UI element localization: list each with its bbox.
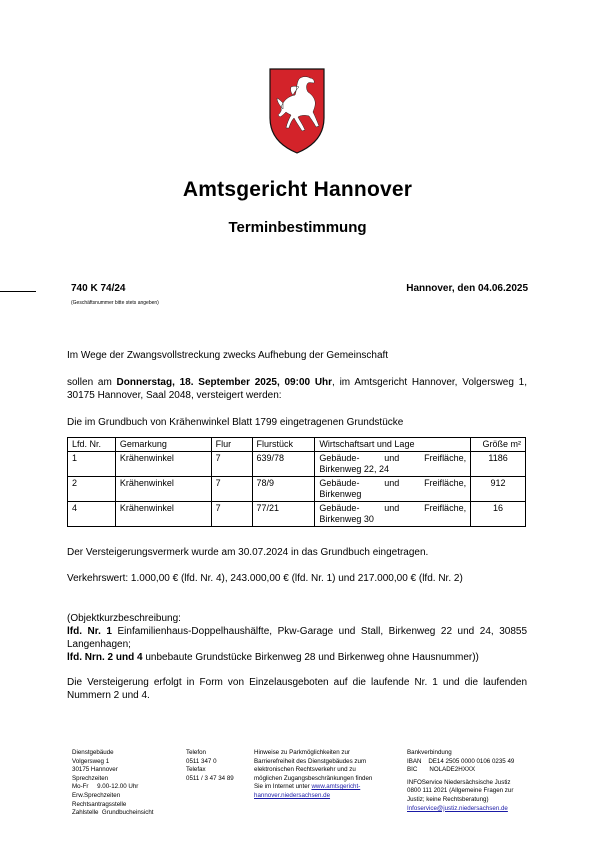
objekt-bold-2: lfd. Nrn. 2 und 4 (67, 652, 143, 663)
cell-groesse: 1186 (471, 452, 526, 477)
header-gemarkung: Gemarkung (115, 438, 211, 452)
cell-groesse: 16 (471, 502, 526, 527)
table-row (68, 452, 526, 477)
court-website-link-cont[interactable]: hannover.niedersachsen.de (254, 791, 331, 799)
footer-line: Telefon (186, 749, 206, 756)
fold-mark (0, 291, 36, 292)
lower-saxony-horse-crest-icon (269, 68, 325, 154)
objekt-head: (Objektkurzbeschreibung: (67, 613, 181, 624)
cell-gemarkung: Krähenwinkel (115, 502, 211, 527)
header-wirtschaftsart: Wirtschaftsart und Lage (315, 438, 471, 452)
intro-text: Im Wege der Zwangsvollstreckung zwecks Aufhebung der Gemeinschaft (67, 350, 389, 361)
cell-lage: Birkenweg 22, 24 (319, 464, 389, 474)
file-number-note: (Geschäftsnummer bitte stets angeben) (71, 300, 159, 306)
place-date: Hannover, den 04.06.2025 (406, 283, 528, 294)
footer-line: INFOService Niedersächsische Justiz (407, 778, 511, 786)
footer-line: IBAN DE14 2505 0000 0106 0235 49 (407, 757, 515, 765)
objekt-description (67, 612, 527, 664)
footer-line: Zahlstelle Grundbucheinsicht (72, 809, 154, 817)
cell-wirtschaftsart (315, 452, 471, 477)
footer-line: Sprechzeiten (72, 774, 109, 782)
cell-wirtschaftsart (315, 477, 471, 502)
footer-line: 0511 347 0 (186, 757, 217, 765)
file-number: 740 K 74/24 (71, 283, 126, 294)
date-post-text: , im Amtsgericht Hannover, Volgersweg 1, 30175 Hannover, Saal 2048, versteigert werden: (67, 377, 528, 401)
cell-gemarkung: Krähenwinkel (115, 477, 211, 502)
cell-nr: 2 (68, 477, 116, 502)
cell-groesse: 912 (471, 477, 526, 502)
table-row (68, 502, 526, 527)
document-title: Terminbestimmung (228, 219, 367, 236)
court-website-link[interactable]: www.amtsgericht- (311, 783, 361, 791)
art-word: Gebäude- (319, 453, 360, 463)
art-word: und (384, 478, 400, 488)
footer-line: Hinweise zu Parkmöglichkeiten zur (254, 749, 350, 756)
footer-phone (186, 749, 250, 783)
table-row (68, 477, 526, 502)
art-word: und (384, 503, 400, 513)
cell-lage: Birkenweg 30 (319, 514, 374, 524)
footer-line: 0800 111 2021 (Allgemeine Fragen zur (407, 787, 514, 795)
cell-flurstueck: 78/9 (252, 477, 315, 502)
objekt-text-1: Einfamilienhaus-Doppelhaushälfte, Pkw-Garage und Stall, Birkenweg 22 und 24, 30855 Langenhagen; (67, 626, 528, 650)
objekt-text-2: unbebaute Grundstücke Birkenweg 28 und Birkenweg ohne Hausnummer)) (142, 652, 479, 663)
infoservice-email-link[interactable]: Infoservice@justiz.niedersachsen.de (407, 804, 508, 812)
cell-nr: 1 (68, 452, 116, 477)
footer-line: 30175 Hannover (72, 766, 118, 774)
footer-line: Mo-Fr 9.00-12.00 Uhr (72, 783, 139, 791)
footer-line: Sie im Internet unter (254, 783, 312, 791)
footer-line: elektronischen Rechtsverkehr und zu (254, 766, 356, 774)
cell-flurstueck: 639/78 (252, 452, 315, 477)
auction-date-paragraph (67, 376, 527, 402)
cell-flur: 7 (211, 452, 252, 477)
art-word: Freifläche, (424, 453, 467, 463)
cell-flurstueck: 77/21 (252, 502, 315, 527)
header-lfd-nr: Lfd. Nr. (68, 438, 116, 452)
cell-flur: 7 (211, 477, 252, 502)
cell-gemarkung: Krähenwinkel (115, 452, 211, 477)
footer-notes (254, 749, 400, 801)
property-table (67, 437, 526, 527)
vermerk-text: Der Versteigerungsvermerk wurde am 30.07.2024 in das Grundbuch eingetragen. (67, 547, 429, 558)
footer-line: BIC NOLADE2HXXX (407, 766, 476, 774)
art-word: und (384, 453, 400, 463)
footer-line: Justiz; keine Rechtsberatung) (407, 795, 489, 803)
header-groesse: Größe m² (471, 438, 526, 452)
footer-line: Volgersweg 1 (72, 757, 110, 765)
date-pre-text: sollen am (67, 377, 117, 388)
footer-bank (407, 749, 537, 813)
grundbuch-text: Die im Grundbuch von Krähenwinkel Blatt 1799 eingetragenen Grundstücke (67, 417, 404, 428)
footer-line: Telefax (186, 766, 206, 774)
header-flur: Flur (211, 438, 252, 452)
footer-line: Barrierefreiheit des Dienstgebäudes zum (254, 757, 367, 765)
footer-line: Rechtsantragsstelle (72, 800, 127, 808)
verkehrswert-text: Verkehrswert: 1.000,00 € (lfd. Nr. 4), 243.000,00 € (lfd. Nr. 1) und 217.000,00 € (lfd. Nr. 2) (67, 573, 463, 584)
art-word: Freifläche, (424, 478, 467, 488)
footer-line: Dienstgebäude (72, 749, 114, 756)
cell-lage: Birkenweg (319, 489, 362, 499)
art-word: Freifläche, (424, 503, 467, 513)
cell-wirtschaftsart (315, 502, 471, 527)
coat-of-arms (269, 68, 325, 154)
court-name: Amtsgericht Hannover (182, 178, 413, 201)
footer-line: Bankverbindung (407, 749, 452, 756)
cell-nr: 4 (68, 502, 116, 527)
footer-line: 0511 / 3 47 34 89 (186, 774, 234, 782)
objekt-bold-1: lfd. Nr. 1 (67, 626, 112, 637)
art-word: Gebäude- (319, 503, 360, 513)
footer-line: möglichen Zugangsbeschränkungen finden (254, 774, 373, 782)
table-header-row (68, 438, 526, 452)
footer-line: Erw.Sprechzeiten (72, 791, 121, 799)
footer-address (72, 749, 177, 818)
closing-text: Die Versteigerung erfolgt in Form von Einzelausgeboten auf die laufende Nr. 1 und die laufenden Nummern 2 und 4. (67, 677, 527, 701)
art-word: Gebäude- (319, 478, 360, 488)
cell-flur: 7 (211, 502, 252, 527)
auction-date: Donnerstag, 18. September 2025, 09:00 Uhr (116, 377, 333, 388)
header-flurstueck: Flurstück (252, 438, 315, 452)
